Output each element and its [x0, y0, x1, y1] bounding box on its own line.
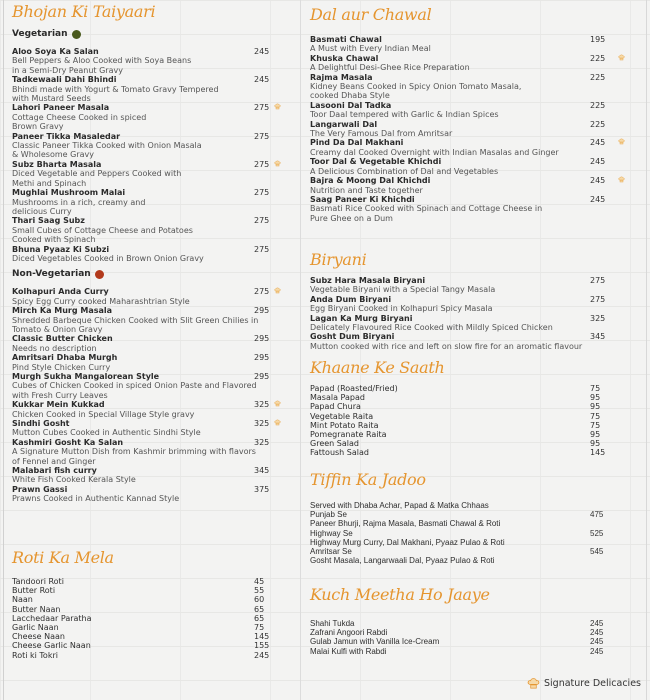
item-description: Cooked with Spinach — [12, 235, 96, 245]
signature-chef-hat-icon — [274, 419, 281, 426]
menu-item — [310, 295, 645, 314]
item-name: Cheese Garlic Naan — [12, 641, 91, 651]
item-name: Masala Papad — [310, 393, 365, 403]
menu-item — [310, 384, 645, 393]
signature-chef-hat-icon — [618, 54, 625, 61]
chef-hat-icon — [527, 677, 540, 690]
item-description: White Fish Cooked Kerala Style — [12, 475, 136, 485]
item-price: 275 — [590, 294, 606, 304]
menu-item — [12, 287, 297, 306]
item-price: 295 — [254, 353, 270, 363]
section-tiffin — [310, 470, 645, 565]
item-description: Pind Style Chicken Curry — [12, 362, 111, 372]
signature-legend — [527, 677, 641, 690]
menu-item — [12, 334, 297, 353]
item-name: Murgh Sukha Mangalorean Style — [12, 372, 160, 381]
menu-item — [310, 647, 645, 656]
section-khaane — [310, 358, 645, 458]
veg-label: Vegetarian — [12, 29, 68, 39]
menu-item — [12, 595, 297, 604]
item-name: Sindhi Gosht — [12, 419, 70, 429]
menu-item — [310, 439, 645, 448]
item-price: 65 — [254, 604, 265, 614]
menu-item — [310, 73, 645, 101]
item-price: 75 — [590, 384, 601, 393]
menu-item — [310, 176, 645, 195]
menu-item — [12, 245, 297, 264]
item-description: The Very Famous Dal from Amritsar — [310, 129, 453, 139]
item-price: 275 — [254, 287, 270, 297]
item-description: A Signature Mutton Dish from Kashmir brimming with flavors — [12, 447, 256, 457]
section-meetha — [310, 585, 645, 656]
menu-item — [12, 632, 297, 641]
tiffin-intro: Served with Dhaba Achar, Papad & Matka Chhaas — [310, 501, 489, 510]
item-description: delicious Curry — [12, 206, 72, 216]
item-description: with Fresh Curry Leaves — [12, 390, 108, 400]
item-description: Vegetable Biryani with a Special Tangy Masala — [310, 285, 496, 295]
signature-chef-hat-icon — [274, 400, 281, 407]
tiffin-item — [310, 529, 645, 547]
menu-item — [310, 195, 645, 223]
section-roti — [12, 548, 297, 660]
item-price: 275 — [254, 216, 270, 226]
item-name: Green Salad — [310, 439, 359, 449]
khaane-item-list — [310, 384, 645, 458]
dal-item-list — [310, 35, 645, 223]
item-name: Subz Hara Masala Biryani — [310, 276, 426, 285]
biryani-item-list — [310, 276, 645, 351]
tiffin-item-list — [310, 510, 645, 565]
menu-item — [310, 421, 645, 430]
item-description: Cubes of Chicken Cooked in spiced Onion Paste and Flavored — [12, 381, 257, 391]
item-name: Butter Roti — [12, 586, 56, 596]
menu-item — [310, 157, 645, 176]
item-name: Tadkewaali Dahi Bhindi — [12, 75, 117, 85]
item-description: Highway Murg Curry, Dal Makhani, Pyaaz Pulao & Roti — [310, 537, 505, 547]
item-description: Creamy dal Cooked Overnight with Indian Masalas and Ginger — [310, 147, 559, 157]
item-name: Lacchedaar Paratha — [12, 613, 92, 623]
signature-chef-hat-icon — [274, 287, 281, 294]
roti-item-list — [12, 577, 297, 660]
item-description: Mushrooms in a rich, creamy and — [12, 197, 146, 207]
item-price: 95 — [590, 430, 601, 440]
section-title-bhojan: Bhojan Ki Taiyaari — [12, 2, 156, 21]
item-description: Basmati Rice Cooked with Spinach and Cottage Cheese in — [310, 204, 543, 214]
menu-item — [12, 132, 297, 160]
left-border — [3, 0, 4, 700]
item-price: 65 — [254, 613, 265, 623]
item-name: Garlic Naan — [12, 623, 59, 633]
item-description: Nutrition and Taste together — [310, 185, 423, 195]
item-name: Gosht Dum Biryani — [310, 332, 395, 342]
item-price: 95 — [590, 402, 601, 412]
menu-item — [12, 651, 297, 660]
meetha-item-list — [310, 619, 645, 656]
item-price: 275 — [590, 276, 606, 285]
veg-subhead — [12, 29, 297, 39]
item-description: Mutton Cubes Cooked in Authentic Sindhi Style — [12, 428, 201, 438]
menu-item — [310, 138, 645, 157]
section-title-roti: Roti Ka Mela — [12, 548, 114, 567]
item-price: 275 — [254, 131, 270, 141]
item-price: 325 — [254, 400, 270, 410]
item-price: 225 — [590, 119, 606, 129]
item-price: 145 — [590, 448, 606, 458]
item-price: 225 — [590, 72, 606, 82]
nonveg-dot-icon — [95, 270, 104, 279]
section-bhojan — [12, 2, 297, 504]
item-price: 60 — [254, 595, 265, 605]
nonveg-subhead — [12, 269, 297, 279]
menu-item — [12, 577, 297, 586]
item-description: Brown Gravy — [12, 122, 64, 132]
item-price: 245 — [590, 628, 604, 638]
item-name: Naan — [12, 595, 33, 605]
item-price: 225 — [590, 53, 606, 63]
item-price: 295 — [254, 372, 270, 381]
tiffin-item — [310, 547, 645, 565]
item-name: Mirch Ka Murg Masala — [12, 306, 113, 316]
item-name: Tandoori Roti — [12, 577, 64, 586]
item-description: & Wholesome Gravy — [12, 150, 94, 160]
item-description: Chicken Cooked in Special Village Style gravy — [12, 409, 195, 419]
item-description: A Delightful Desi-Ghee Rice Preparation — [310, 63, 470, 73]
item-name: Roti ki Tokri — [12, 650, 58, 660]
signature-legend-label: Signature Delicacies — [544, 678, 641, 689]
item-name: Fattoush Salad — [310, 448, 369, 458]
item-description: Diced Vegetable and Peppers Cooked with — [12, 169, 182, 179]
item-name: Aloo Soya Ka Salan — [12, 47, 99, 56]
item-price: 245 — [590, 176, 606, 186]
item-name: Mughlai Mushroom Malai — [12, 188, 126, 198]
item-name: Mint Potato Raita — [310, 420, 379, 430]
item-name: Classic Butter Chicken — [12, 334, 113, 344]
menu-item — [12, 586, 297, 595]
item-price: 245 — [590, 194, 606, 204]
item-name: Anda Dum Biryani — [310, 294, 392, 304]
item-name: Paneer Tikka Masaledar — [12, 131, 121, 141]
item-description: Egg Biryani Cooked in Kolhapuri Spicy Masala — [310, 304, 493, 314]
item-price: 245 — [590, 619, 604, 628]
item-description: Tomato & Onion Gravy — [12, 324, 103, 334]
item-price: 525 — [590, 528, 604, 538]
item-price: 75 — [254, 623, 265, 633]
item-price: 245 — [590, 138, 606, 148]
item-name: Kashmiri Gosht Ka Salan — [12, 437, 124, 447]
item-description: Prawns Cooked in Authentic Kannad Style — [12, 494, 180, 504]
item-description: Bell Peppers & Aloo Cooked with Soya Beans — [12, 56, 192, 66]
menu-item — [12, 400, 297, 419]
menu-item — [12, 103, 297, 131]
item-description: A Delicious Combination of Dal and Vegetables — [310, 166, 499, 176]
menu-item — [310, 628, 645, 637]
item-name: Pomegranate Raita — [310, 430, 387, 440]
item-price: 475 — [590, 510, 604, 520]
item-price: 345 — [254, 466, 270, 476]
item-price: 325 — [590, 313, 606, 323]
item-price: 325 — [254, 437, 270, 447]
section-title-biryani: Biryani — [310, 250, 367, 269]
item-description: Small Cubes of Cottage Cheese and Potatoes — [12, 225, 193, 235]
section-title-khaane: Khaane Ke Saath — [310, 358, 445, 377]
item-price: 55 — [254, 586, 265, 596]
item-name: Cheese Naan — [12, 632, 65, 642]
item-description: Bhindi made with Yogurt & Tomato Gravy Tempered — [12, 84, 219, 94]
item-price: 75 — [590, 420, 601, 430]
item-price: 325 — [254, 419, 270, 429]
item-price: 75 — [590, 411, 601, 421]
item-name: Pind Da Dal Makhani — [310, 138, 404, 148]
item-name: Thari Saag Subz — [12, 216, 85, 226]
item-name: Kukkar Mein Kukkad — [12, 400, 105, 410]
item-price: 195 — [590, 35, 606, 44]
item-name: Lasooni Dal Tadka — [310, 100, 392, 110]
item-description: cooked Dhaba Style — [310, 91, 390, 101]
menu-item — [310, 314, 645, 333]
item-name: Toor Dal & Vegetable Khichdi — [310, 157, 442, 167]
signature-chef-hat-icon — [274, 103, 281, 110]
menu-item — [310, 619, 645, 628]
item-price: 245 — [254, 650, 270, 660]
menu-item — [12, 216, 297, 244]
section-title-tiffin: Tiffin Ka Jadoo — [310, 470, 426, 489]
item-description: Pure Ghee on a Dum — [310, 213, 393, 223]
menu-item — [12, 188, 297, 216]
item-name: Amritsar Se — [310, 547, 352, 557]
item-name: Saag Paneer Ki Khichdi — [310, 194, 415, 204]
item-price: 275 — [254, 188, 270, 198]
item-name: Rajma Masala — [310, 72, 373, 82]
menu-item — [310, 332, 645, 351]
item-description: Cottage Cheese Cooked in spiced — [12, 112, 147, 122]
item-price: 275 — [254, 244, 270, 254]
item-name: Highway Se — [310, 528, 353, 538]
item-price: 295 — [254, 334, 270, 344]
item-name: Papad Chura — [310, 402, 361, 412]
section-dal — [310, 5, 645, 223]
menu-item — [310, 54, 645, 73]
item-price: 45 — [254, 577, 265, 586]
item-price: 295 — [254, 306, 270, 316]
item-description: Methi and Spinach — [12, 178, 87, 188]
item-price: 95 — [590, 439, 601, 449]
menu-item — [12, 75, 297, 103]
menu-item — [12, 641, 297, 650]
item-description: Delicately Flavoured Rice Cooked with Mildly Spiced Chicken — [310, 323, 553, 333]
item-price: 345 — [590, 332, 606, 342]
menu-item — [310, 448, 645, 457]
menu-item — [310, 402, 645, 411]
veg-item-list — [12, 47, 297, 263]
item-price: 245 — [590, 637, 604, 647]
item-price: 245 — [590, 157, 606, 167]
item-name: Subz Bharta Masala — [12, 159, 102, 169]
nonveg-item-list — [12, 287, 297, 503]
menu-item — [12, 623, 297, 632]
item-name: Gulab Jamun with Vanilla Ice-Cream — [310, 637, 440, 647]
column-divider — [300, 0, 301, 700]
item-price: 95 — [590, 393, 601, 403]
menu-item — [310, 35, 645, 54]
menu-item — [12, 353, 297, 372]
menu-item — [310, 276, 645, 295]
item-name: Lagan Ka Murg Biryani — [310, 313, 413, 323]
item-name: Zafrani Angoori Rabdi — [310, 628, 388, 638]
item-price: 155 — [254, 641, 270, 651]
item-name: Basmati Chawal — [310, 35, 382, 44]
menu-item — [12, 485, 297, 504]
menu-item — [12, 306, 297, 334]
item-description: Kidney Beans Cooked in Spicy Onion Tomato Masala, — [310, 82, 522, 92]
right-border — [646, 0, 647, 700]
signature-chef-hat-icon — [274, 160, 281, 167]
item-price: 245 — [254, 75, 270, 85]
menu-item — [12, 372, 297, 400]
signature-chef-hat-icon — [618, 176, 625, 183]
menu-item — [310, 430, 645, 439]
item-name: Papad (Roasted/Fried) — [310, 384, 398, 393]
item-description: with Mustard Seeds — [12, 94, 91, 104]
tiffin-item — [310, 510, 645, 528]
menu-item — [310, 393, 645, 402]
menu-item — [310, 101, 645, 120]
item-description: Gosht Masala, Langarwaali Dal, Pyaaz Pulao & Roti — [310, 556, 495, 566]
section-biryani — [310, 250, 645, 351]
item-price: 545 — [590, 547, 604, 557]
section-title-meetha: Kuch Meetha Ho Jaaye — [310, 585, 490, 604]
item-name: Amritsari Dhaba Murgh — [12, 353, 118, 363]
veg-dot-icon — [72, 30, 81, 39]
menu-item — [310, 637, 645, 646]
item-description: Classic Paneer Tikka Cooked with Onion Masala — [12, 141, 202, 151]
item-price: 275 — [254, 159, 270, 169]
item-price: 275 — [254, 103, 270, 113]
item-price: 245 — [254, 47, 270, 56]
item-name: Punjab Se — [310, 510, 347, 520]
item-description: of Fennel and Ginger — [12, 456, 96, 466]
item-description: Spicy Egg Curry cooked Maharashtrian Style — [12, 296, 190, 306]
item-price: 375 — [254, 484, 270, 494]
item-name: Lahori Paneer Masala — [12, 103, 110, 113]
item-name: Langarwali Dal — [310, 119, 378, 129]
item-description: Needs no description — [12, 343, 97, 353]
item-name: Butter Naan — [12, 604, 61, 614]
item-description: Shredded Barbeque Chicken Cooked with Slit Green Chilies in — [12, 315, 259, 325]
item-price: 225 — [590, 100, 606, 110]
menu-item — [12, 419, 297, 438]
item-description: Toor Daal tempered with Garlic & Indian Spices — [310, 110, 499, 120]
item-name: Shahi Tukda — [310, 619, 355, 628]
item-name: Bajra & Moong Dal Khichdi — [310, 176, 431, 186]
menu-item — [12, 160, 297, 188]
item-price: 145 — [254, 632, 270, 642]
item-description: A Must with Every Indian Meal — [310, 44, 431, 54]
menu-item — [12, 466, 297, 485]
menu-item — [12, 614, 297, 623]
item-description: in a Semi-Dry Peanut Gravy — [12, 65, 123, 75]
item-name: Bhuna Pyaaz Ki Subzi — [12, 244, 110, 254]
menu-item — [12, 438, 297, 466]
menu-item — [310, 120, 645, 139]
nonveg-label: Non-Vegetarian — [12, 269, 91, 280]
item-name: Vegetable Raita — [310, 411, 374, 421]
item-name: Khuska Chawal — [310, 53, 379, 63]
section-title-dal: Dal aur Chawal — [310, 5, 432, 24]
menu-item — [12, 47, 297, 75]
item-description: Mutton cooked with rice and left on slow fire for an aromatic flavour — [310, 341, 583, 351]
item-description: Diced Vegetables Cooked in Brown Onion Gravy — [12, 253, 204, 263]
signature-chef-hat-icon — [618, 138, 625, 145]
item-name: Kolhapuri Anda Curry — [12, 287, 109, 297]
item-name: Malabari fish curry — [12, 466, 97, 476]
item-name: Prawn Gassi — [12, 484, 68, 494]
item-description: Paneer Bhurji, Rajma Masala, Basmati Chawal & Roti — [310, 519, 501, 529]
item-name: Malai Kulfi with Rabdi — [310, 646, 387, 656]
item-price: 245 — [590, 646, 604, 656]
menu-item — [310, 412, 645, 421]
menu-item — [12, 605, 297, 614]
